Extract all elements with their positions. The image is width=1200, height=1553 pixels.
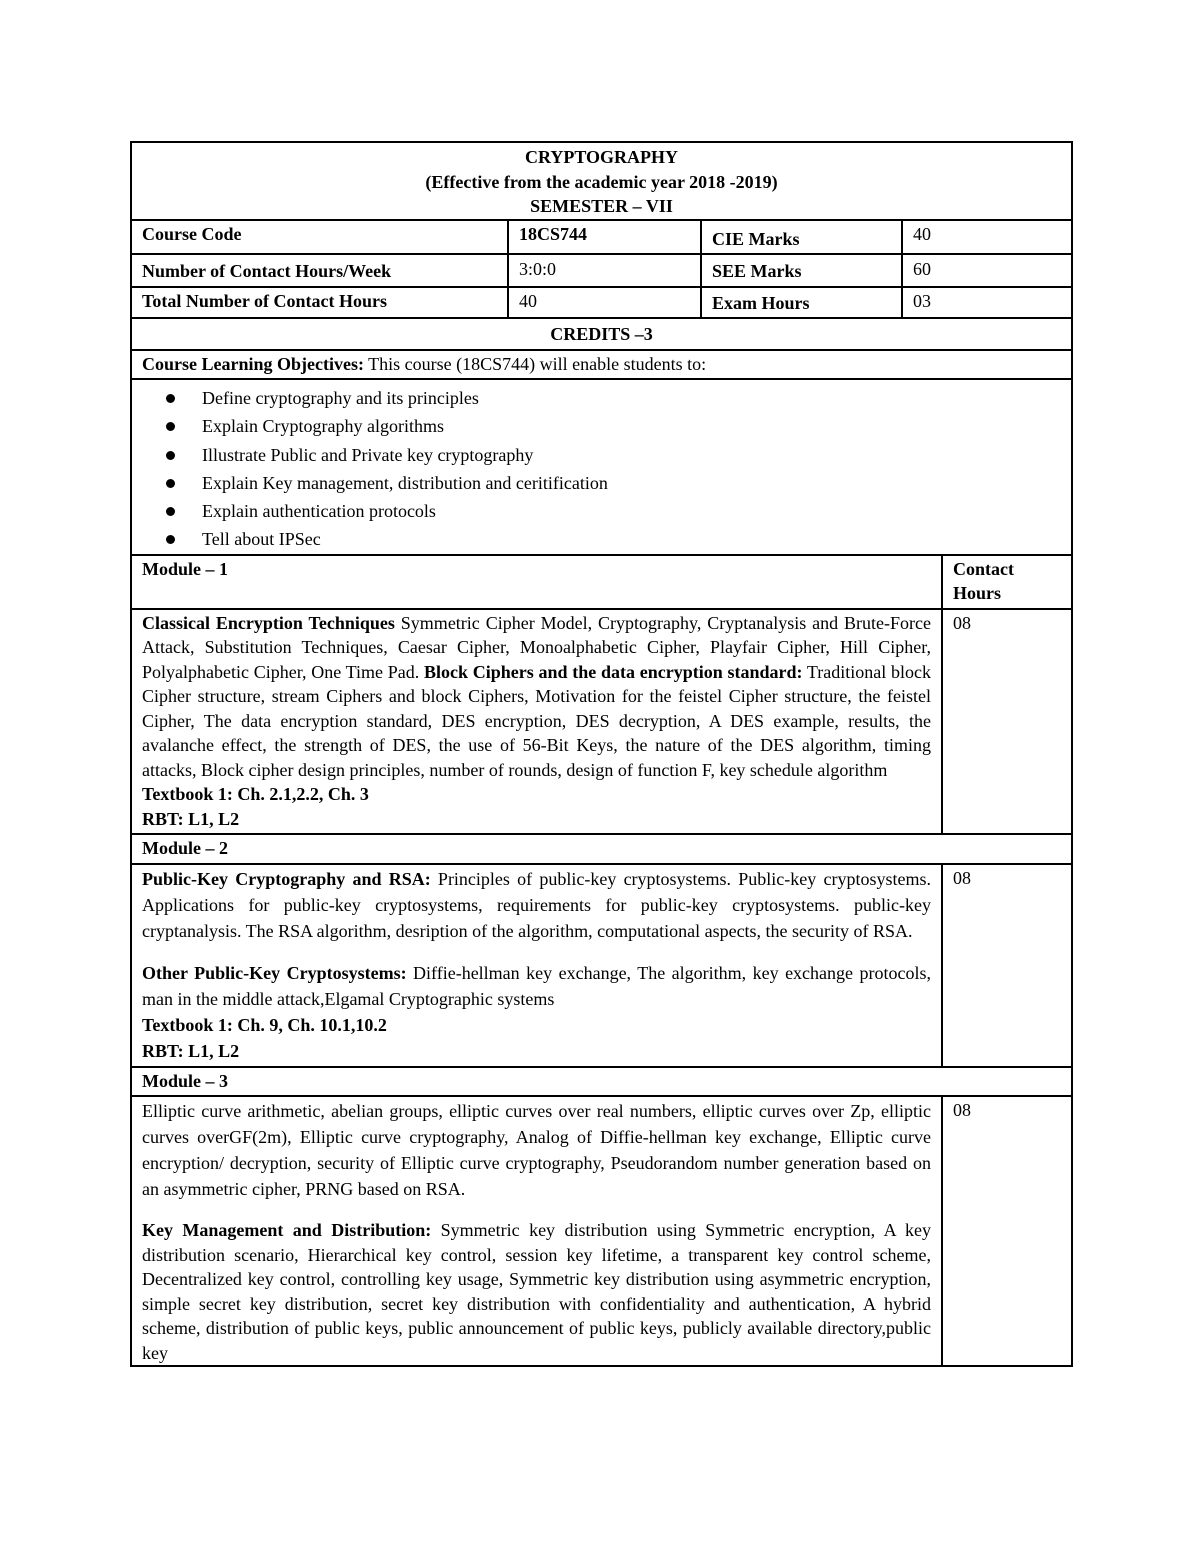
module-2-content — [131, 864, 942, 1067]
objective-item: Explain Key management, distribution and ceritification — [202, 469, 1061, 497]
objectives-header-row — [131, 350, 1072, 380]
module-3-content — [131, 1096, 942, 1366]
module-3-topic-2: Key Management and Distribution: — [142, 1220, 432, 1241]
title-cell — [131, 142, 1072, 220]
module-2-hours: 08 — [942, 864, 1072, 1067]
info-row-contact-week — [131, 254, 1072, 287]
cie-marks-label: CIE Marks — [701, 220, 902, 255]
module-2-topic-text: Principles of public-key cryptosystems. Public-key cryptosystems. Applications for public-key cryptosystems, requirements for public-key cryptosystems. public-key cryptanalysis. The RSA algorithm, desription of the algorithm, computational aspects, the security of RSA. — [142, 868, 931, 941]
see-marks-value: 60 — [902, 254, 1072, 287]
objective-item: Explain authentication protocols — [202, 497, 1061, 525]
contact-week-label: Number of Contact Hours/Week — [131, 254, 508, 287]
module-1-topic-2: Block Ciphers and the data encryption standard: — [423, 661, 803, 682]
contact-week-value: 3:0:0 — [508, 254, 701, 287]
objective-item: Define cryptography and its principles — [202, 384, 1061, 412]
semester: SEMESTER – VII — [530, 196, 673, 216]
module-3-paragraph-2 — [142, 1218, 931, 1365]
exam-hours-value: 03 — [902, 287, 1072, 319]
module-3-title: Module – 3 — [131, 1067, 1072, 1097]
module-2-rbt: RBT: L1, L2 — [142, 1040, 240, 1061]
module-2-header-row — [131, 834, 1072, 864]
module-2-title: Module – 2 — [131, 834, 1072, 864]
module-3-hours: 08 — [942, 1096, 1072, 1366]
objectives-intro: This course (18CS744) will enable students to: — [363, 353, 707, 374]
module-1-topic-text: Symmetric Cipher Model, Cryptography, Cryptanalysis and Brute-Force Attack, Substitution Techniques, Caesar Cipher, Monoalphabetic Cipher, Playfair Cipher, Hill Cipher, Polyalphabetic Cipher, One Time Pad. — [142, 612, 931, 682]
exam-hours-label: Exam Hours — [701, 287, 902, 319]
total-hours-value: 40 — [508, 287, 701, 319]
module-1-header-row — [131, 555, 1072, 609]
module-2-paragraph-1 — [142, 866, 931, 944]
see-marks-label: SEE Marks — [701, 254, 902, 287]
credits-row — [131, 318, 1072, 350]
cie-marks-value: 40 — [902, 220, 1072, 255]
module-2-topic-2: Other Public-Key Cryptosystems: — [142, 962, 407, 983]
effective-year: (Effective from the academic year 2018 -2019) — [425, 171, 778, 192]
info-row-course-code — [131, 220, 1072, 255]
total-hours-label: Total Number of Contact Hours — [131, 287, 508, 319]
module-2-topic: Public-Key Cryptography and RSA: — [142, 868, 431, 889]
credits: CREDITS –3 — [131, 318, 1072, 350]
module-3-paragraph-1: Elliptic curve arithmetic, abelian groups, elliptic curves over real numbers, elliptic curves over Zp, elliptic curves overGF(2m), Elliptic curve cryptography, Analog of Diffie-hellman key exchange, Elliptic curve encryption/ decryption, security of Elliptic curve cryptography, Pseudorandom number generation based on an asymmetric cipher, PRNG based on RSA. — [142, 1101, 931, 1200]
module-1-rbt: RBT: L1, L2 — [142, 808, 240, 829]
info-row-total-hours — [131, 287, 1072, 319]
module-1-content-row — [131, 609, 1072, 835]
syllabus-table — [130, 141, 1073, 1367]
objective-item: Explain Cryptography algorithms — [202, 412, 1061, 440]
objectives-list-row — [131, 379, 1072, 555]
objectives-list-cell — [131, 379, 1072, 555]
objectives-header — [131, 350, 1072, 380]
contact-hours-header: Contact Hours — [942, 555, 1072, 609]
objectives-label: Course Learning Objectives: — [142, 353, 364, 374]
objective-item: Tell about IPSec — [202, 525, 1061, 553]
module-1-content — [131, 609, 942, 835]
module-3-header-row — [131, 1067, 1072, 1097]
objectives-list — [142, 384, 1061, 554]
module-1-textbook: Textbook 1: Ch. 2.1,2.2, Ch. 3 — [142, 784, 369, 805]
module-2-topic-2-text: Diffie-hellman key exchange, The algorithm, key exchange protocols, man in the middle attack,Elgamal Cryptographic systems — [142, 962, 931, 1009]
course-code-value: 18CS744 — [508, 220, 701, 255]
course-title: CRYPTOGRAPHY — [524, 147, 679, 167]
module-1-paragraph — [142, 611, 931, 783]
module-2-paragraph-2 — [142, 960, 931, 1012]
module-2-textbook: Textbook 1: Ch. 9, Ch. 10.1,10.2 — [142, 1014, 387, 1035]
objective-item: Illustrate Public and Private key cryptography — [202, 441, 1061, 469]
module-1-hours: 08 — [942, 609, 1072, 835]
module-3-content-row — [131, 1096, 1072, 1366]
module-2-content-row — [131, 864, 1072, 1067]
course-code-label: Course Code — [131, 220, 508, 255]
title-row — [131, 142, 1072, 220]
module-1-title: Module – 1 — [131, 555, 942, 609]
module-3-topic-2-text: Symmetric key distribution using Symmetric encryption, A key distribution scenario, Hierarchical key control, session key lifetime, a transparent key control scheme, Decentralized key control, controlling key usage, Symmetric key distribution using asymmetric encryption, simple secret key distribution, secret key distribution with confidentiality and authentication, A hybrid scheme, distribution of public keys, public announcement of public keys, publicly available directory,public key — [142, 1220, 932, 1363]
module-1-topic-2-text: Traditional block Cipher structure, stream Ciphers and block Ciphers, Motivation for the feistel Cipher structure, the feistel Cipher, The data encryption standard, DES encryption, DES decryption, A DES example, results, the avalanche effect, the strength of DES, the use of 56-Bit Keys, the nature of the DES algorithm, timing attacks, Block cipher design principles, number of rounds, design of function F, key schedule algorithm — [142, 661, 931, 780]
module-1-topic: Classical Encryption Techniques — [142, 612, 395, 633]
